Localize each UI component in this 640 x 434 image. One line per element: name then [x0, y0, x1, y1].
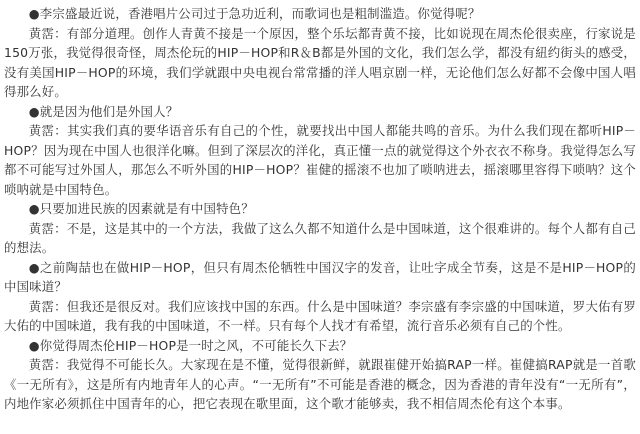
- question-paragraph: ●你觉得周杰伦HIP－HOP是一时之风，不可能长久下去？: [28, 337, 353, 353]
- answer-paragraph: 黄霑：我觉得不可能长久。大家现在是不懂，觉得很新鲜，就跟崔健开始搞RAP一样。崔健搞RAP就是一首歌《一无所有》，这是所有内地青年人的心声。“一无所有”不可能是香港的概念，因为香港的青年没有“一无所有”，内地作家必须抓住中国青年的心，把它表现在歌里面，这个歌才能够卖，我不相信周杰伦有这个本事。: [4, 357, 636, 411]
- answer-paragraph: 黄霑：其实我们真的要华语音乐有自己的个性，就要找出中国人都能共鸣的音乐。为什么我们现在都听HIP－HOP？因为现在中国人也很洋化嘛。但到了深层次的洋化，真正懂一点的就觉得这个外衣衣不称身。我觉得怎么写都不可能写过外国人，那怎么不听外国的HIP－HOP？崔健的摇滚不也加了唢呐进去，摇滚哪里容得下唢呐？这个唢呐就是中国特色。: [4, 123, 636, 197]
- question-paragraph: ●李宗盛最近说，香港唱片公司过于急功近利，而歌词也是粗制滥造。你觉得呢？: [28, 6, 481, 21]
- answer-paragraph: 黄霑：不是，这是其中的一个方法，我做了这么久都不知道什么是中国味道，这个很难讲的。每个人都有自己的想法。: [4, 220, 636, 255]
- interview-article: [4, 4, 636, 414]
- question-paragraph: ●只要加进民族的因素就是有中国特色？: [28, 201, 254, 216]
- answer-paragraph: 黄霑：但我还是很反对。我们应该找中国的东西。什么是中国味道？李宗盛有李宗盛的中国味道，罗大佑有罗大佑的中国味道，我有我的中国味道，不一样。只有每个人找才有希望，流行音乐必须有自己的个性。: [4, 298, 636, 333]
- answer-paragraph: 黄霑：有部分道理。创作人青黄不接是一个原因，整个乐坛都青黄不接，比如说现在周杰伦很卖座，行家说是150万张，我觉得很奇怪，周杰伦玩的HIP－HOP和R＆B都是外国的文化，我们怎么学，都没有紐约街头的感受，没有美国HIP－HOP的环境，我们学就跟中央电视台常常播的洋人唱京剧一样，无论他们怎么好都不会像中国人唱得那么好。: [4, 25, 636, 99]
- question-paragraph: ●就是因为他们是外国人？: [28, 103, 179, 119]
- question-paragraph: ●之前陶喆也在做HIP－HOP，但只有周杰伦牺牲中国汉字的发音，让吐字成全节奏，这是不是HIP－HOP的中国味道？: [4, 259, 636, 294]
